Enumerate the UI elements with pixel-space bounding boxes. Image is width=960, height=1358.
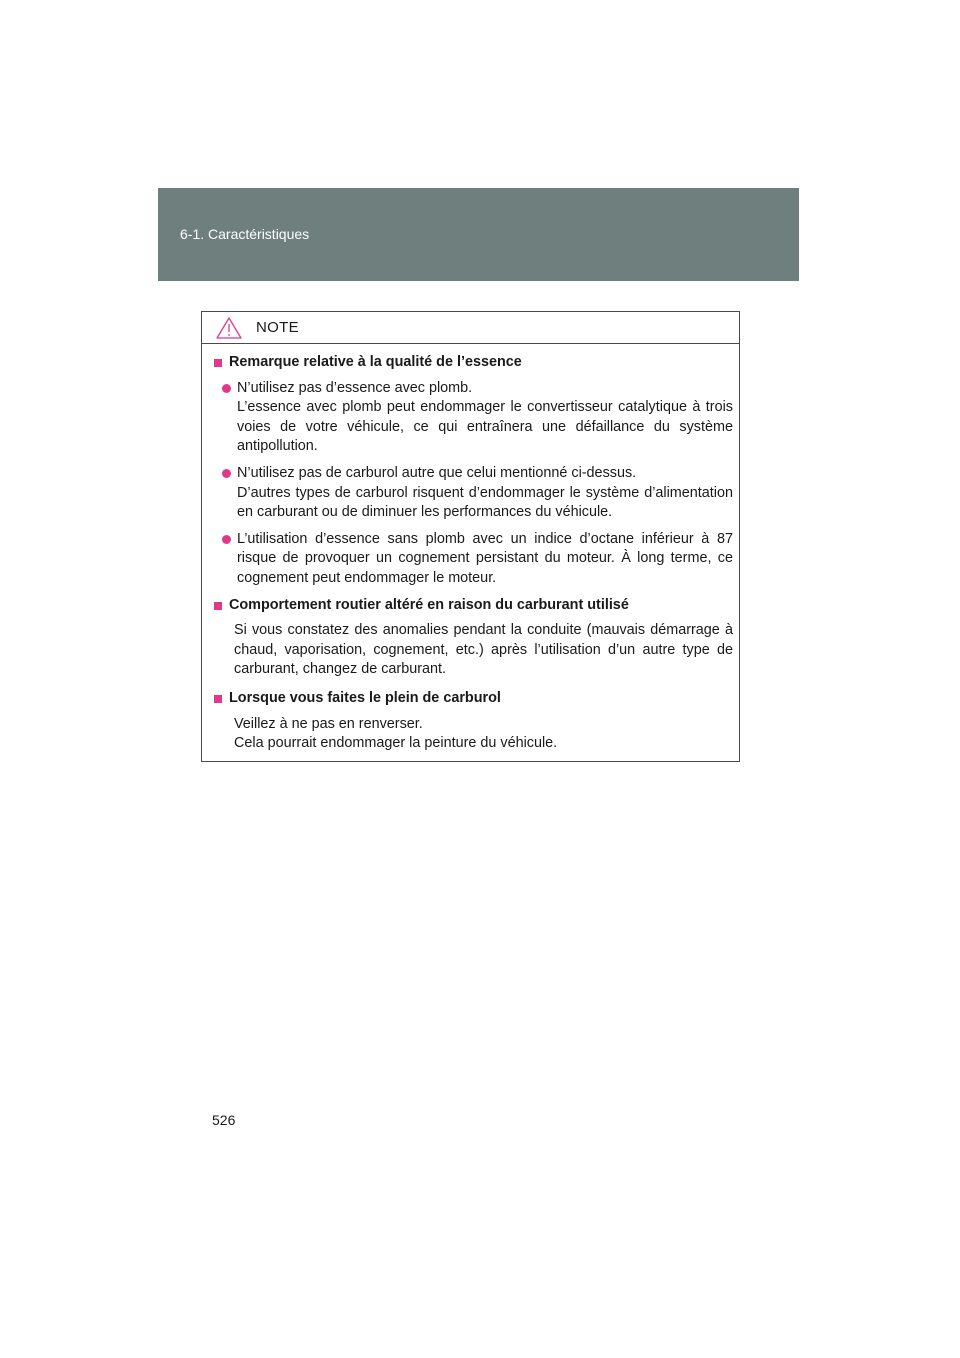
- list-item: [214, 530, 733, 589]
- section-paragraph: Si vous constatez des anomalies pendant la conduite (mauvais démarrage à chaud, vaporisation, cognement, etc.) après l’utilisation d’un autre type de carburant, changez de carburant.: [234, 622, 733, 678]
- circle-bullet-icon: [222, 384, 231, 393]
- bullet-detail: L’essence avec plomb peut endommager le convertisseur catalytique à trois voies de votre véhicule, ce qui entraînera une défaillance du système antipollution.: [237, 399, 733, 455]
- square-bullet-icon: [214, 359, 222, 367]
- bullet-first-line: N’utilisez pas d’essence avec plomb.: [237, 379, 473, 396]
- paragraph-line: Cela pourrait endommager la peinture du véhicule.: [234, 735, 558, 752]
- section-paragraph: [234, 715, 733, 754]
- section-heading: [214, 353, 733, 373]
- circle-bullet-icon: [222, 469, 231, 478]
- section-heading-text: Remarque relative à la qualité de l’essence: [229, 354, 522, 370]
- note-title: NOTE: [256, 319, 299, 336]
- bullet-first-line: N’utilisez pas de carburol autre que celui mentionné ci-dessus.: [237, 464, 637, 481]
- paragraph-line: Veillez à ne pas en renverser.: [234, 715, 423, 732]
- list-item: [214, 379, 733, 457]
- bullet-first-line: L’utilisation d’essence sans plomb avec un indice d’octane inférieur à 87 risque de provoquer un cognement persistant du moteur. À long terme, ce cognement peut endommager le moteur.: [237, 530, 733, 586]
- section-heading-text: Comportement routier altéré en raison du carburant utilisé: [229, 596, 629, 613]
- warning-triangle-icon: [216, 317, 242, 339]
- note-body: [202, 344, 739, 754]
- section-heading: [214, 596, 733, 616]
- page-number: 526: [212, 1112, 236, 1128]
- section-title: 6-1. Caractéristiques: [180, 226, 310, 242]
- section-heading: [214, 689, 733, 709]
- list-item: [214, 464, 733, 523]
- section-header-band: [158, 188, 799, 281]
- square-bullet-icon: [214, 602, 222, 610]
- square-bullet-icon: [214, 695, 222, 703]
- section-heading-text: Lorsque vous faites le plein de carburol: [229, 689, 501, 706]
- circle-bullet-icon: [222, 535, 231, 544]
- note-box: [201, 311, 740, 762]
- note-header: [202, 312, 739, 344]
- bullet-detail: D’autres types de carburol risquent d’endommager le système d’alimentation en carburant ou de diminuer les performances du véhicule.: [237, 484, 733, 521]
